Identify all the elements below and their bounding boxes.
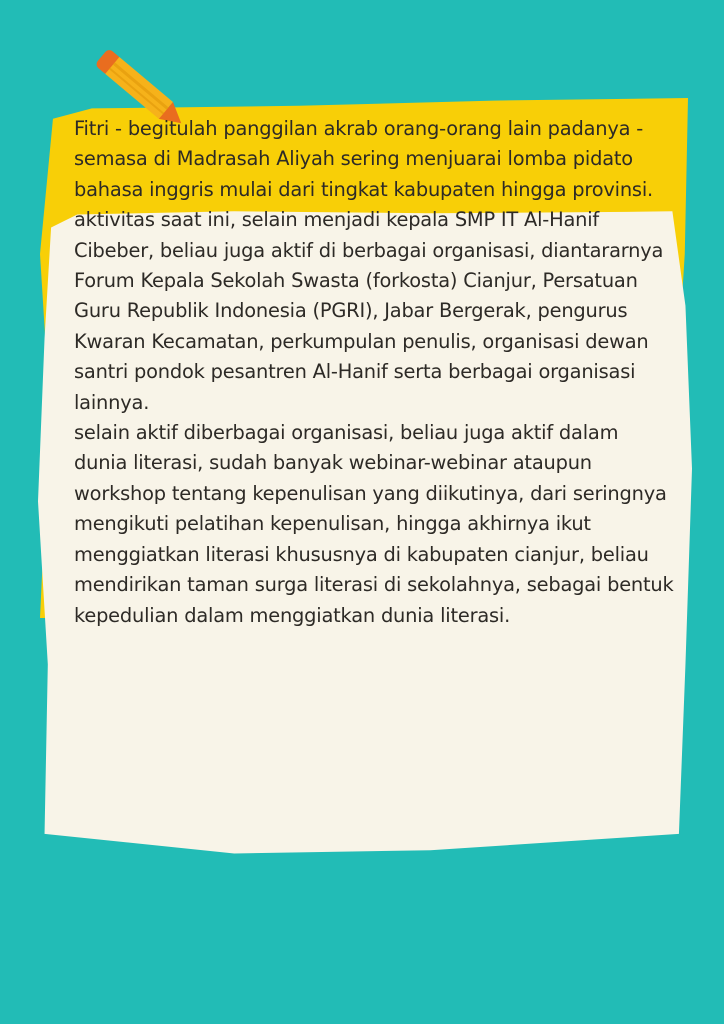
- article-text: [74, 114, 674, 631]
- paragraph-2: aktivitas saat ini, selain menjadi kepala SMP IT Al-Hanif Cibeber, beliau juga aktif di berbagai organisasi, diantararnya Forum Kepala Sekolah Swasta (forkosta) Cianjur, Persatuan Guru Republik Indonesia (PGRI), Jabar Bergerak, pengurus Kwaran Kecamatan, perkumpulan penulis, organisasi dewan santri pondok pesantren Al-Hanif serta berbagai organisasi lainnya.: [74, 208, 664, 414]
- paragraph-3: selain aktif diberbagai organisasi, beliau juga aktif dalam dunia literasi, sudah banyak webinar-webinar ataupun workshop tentang kepenulisan yang diikutinya, dari seringnya mengikuti pelatihan kepenulisan, hingga akhirnya ikut menggiatkan literasi khususnya di kabupaten cianjur, beliau mendirikan taman surga literasi di sekolahnya, sebagai bentuk kepedulian dalam menggiatkan dunia literasi.: [74, 421, 674, 627]
- paragraph-1: Fitri - begitulah panggilan akrab orang-orang lain padanya - semasa di Madrasah Aliyah sering menjuarai lomba pidato bahasa inggris mulai dari tingkat kabupaten hingga provinsi.: [74, 117, 653, 201]
